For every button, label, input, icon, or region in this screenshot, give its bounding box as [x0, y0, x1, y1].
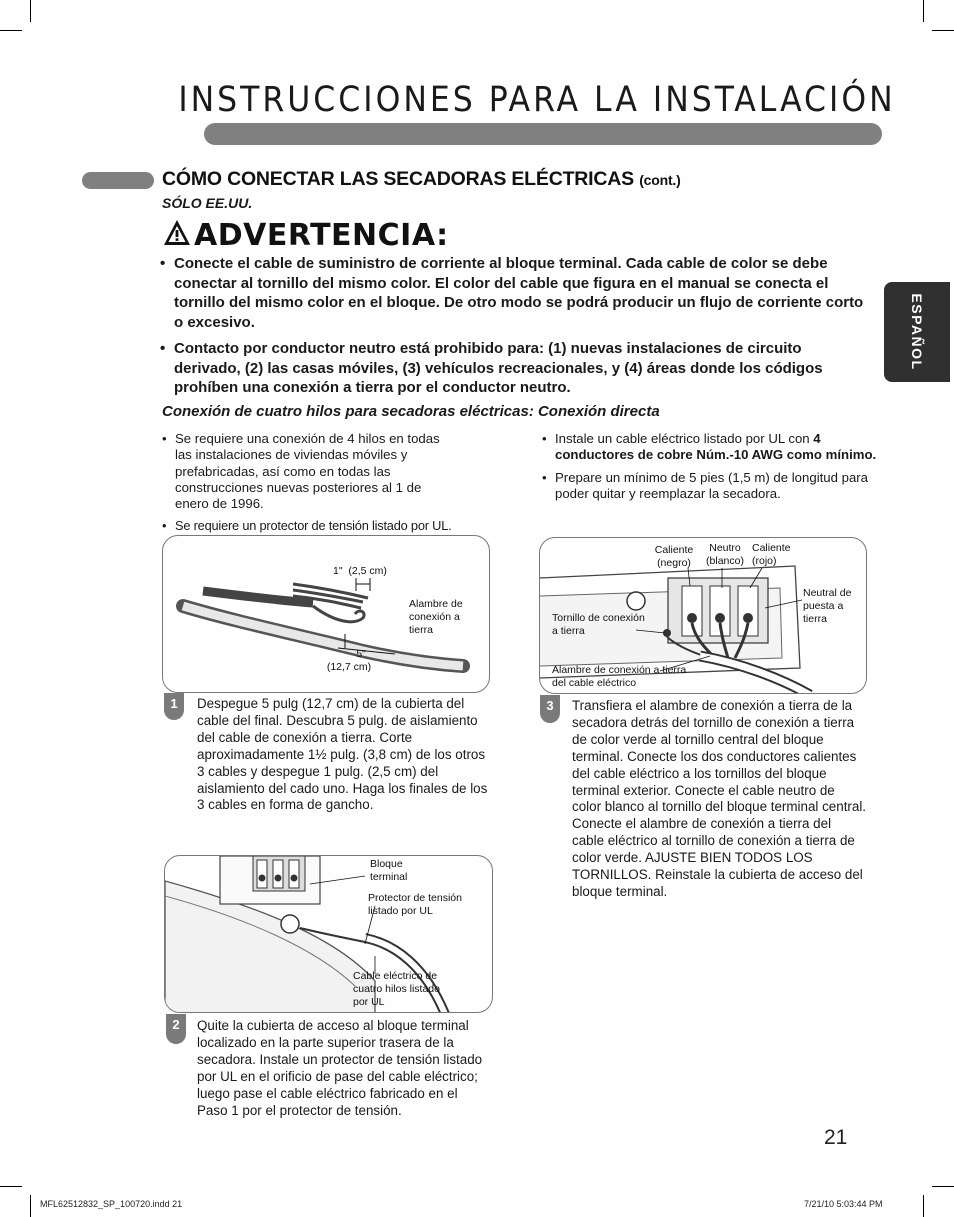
dim-5in-a: 5" [356, 648, 366, 660]
ground-neutral-label: Neutral de puesta a tierra [803, 587, 852, 625]
right-bullet [542, 431, 878, 464]
language-tab-text: ESPAÑOL [909, 293, 925, 371]
page-title: INSTRUCCIONES PARA LA INSTALACIÓN [178, 80, 896, 120]
title-bar [204, 123, 882, 145]
language-tab-label [884, 282, 950, 382]
dim-1in-a: 1" [333, 565, 343, 577]
hot-black-label: Caliente (negro) [654, 544, 694, 569]
step-2-text: Quite la cubierta de acceso al bloque terminal localizado en la parte superior trasera de la secadora. Instale un protector de tensión listado por UL en el orificio de pase del cable eléctrico; luego pase el cable eléctrico fabricado en el Paso 1 por el protector de tensión. [197, 1018, 483, 1118]
left-bullet: • Se requiere una conexión de 4 hilos en todas las instalaciones de viviendas móviles y prefabricadas, así como en todas las construcciones nuevas posteriores al 1 de enero de 1996. [162, 431, 492, 512]
figure-cable-prep [162, 535, 490, 693]
step-1-fraction: ½ [315, 746, 327, 762]
warning-title: ADVERTENCIA: [194, 218, 449, 253]
step-2-badge: 2 [166, 1014, 186, 1044]
crop-mark [0, 30, 22, 31]
strain-relief-label: Protector de tensión listado por UL [368, 892, 462, 917]
crop-mark [923, 1195, 924, 1217]
section-title-cont: (cont.) [639, 172, 681, 188]
warning-item: • Contacto por conductor neutro está prohibido para: (1) nuevas instalaciones de circuito derivado, (2) las casas móviles, (3) vehículos recreacionales, y (4) áreas donde los códigos prohíben una conexión a tierra por el conductor neutro. [160, 339, 870, 398]
crop-mark [30, 0, 31, 22]
crop-mark [932, 30, 954, 31]
page-number: 21 [824, 1126, 848, 1149]
crop-mark [30, 1195, 31, 1217]
figure-terminal-access [164, 855, 493, 1013]
dim-1in-b: (2,5 cm) [348, 565, 387, 577]
terminal-block-label: Bloque terminal [370, 858, 408, 883]
footer-timestamp: 7/21/10 5:03:44 PM [804, 1199, 883, 1209]
section-title-text: CÓMO CONECTAR LAS SECADORAS ELÉCTRICAS [162, 168, 634, 190]
step-1-text-b: pulg. (3,8 cm) de los otros 3 cables y despegue 1 pulg. (2,5 cm) del aislamiento del cado uno. Haga los finales de los 3 cables en forma de gancho. [197, 746, 488, 813]
ground-screw-label: Tornillo de conexión a tierra [552, 612, 645, 637]
footer-filename: MFL62512832_SP_100720.indd 21 [40, 1199, 183, 1209]
warning-list [160, 254, 870, 405]
crop-mark [923, 0, 924, 22]
dim-1in [333, 565, 387, 578]
neutral-white-label: Neutro (blanco) [706, 542, 744, 567]
step-1-text-a: Despegue 5 pulg (12,7 cm) de la cubierta del cable del final. Descubra 5 pulg. de aislamiento del cable de conexión a tierra. Corte aproximadamente 1 [197, 696, 478, 762]
warning-heading [162, 218, 449, 253]
left-bullet: • Se requiere un protector de tensión listado por UL. [162, 518, 492, 534]
section-marker [82, 172, 154, 189]
warning-item: • Conecte el cable de suministro de corriente al bloque terminal. Cada cable de color se debe conectar al tornillo del mismo color. El color del cable que figura en el manual se conecta el tornillo del mismo color en el bloque. De otro modo se podrá producir un flujo de corriente corto o excesivo. [160, 254, 870, 332]
cable-label: Cable eléctrico de cuatro hilos listado por UL [353, 970, 440, 1008]
subheading-rest: : Conexión directa [528, 403, 660, 420]
right-bullet-text: Instale un cable eléctrico listado por UL con [555, 431, 814, 446]
hot-red-label: Caliente (rojo) [752, 542, 791, 567]
step-1-text [197, 696, 489, 814]
dim-5in [319, 648, 379, 674]
ground-wire-label: Alambre de conexión a tierra [409, 598, 463, 636]
right-bullet: • Prepare un mínimo de 5 pies (1,5 m) de longitud para poder quitar y reemplazar la secadora. [542, 470, 878, 503]
left-bullet-list [162, 431, 492, 541]
figure-terminal-wiring [539, 537, 867, 694]
section-subtitle: SÓLO EE.UU. [162, 195, 253, 211]
crop-mark [932, 1186, 954, 1187]
step-3-text: Transfiera el alambre de conexión a tierra de la secadora detrás del tornillo de conexión a tierra de color verde al tornillo central del bloque terminal. Conecte los dos conductores calientes del cable eléctrico a los tornillos del bloque terminal exterior. Conecte el cable neutro de color blanco al tornillo del bloque terminal central. Conecte el alambre de conexión a tierra del cable eléctrico al tornillo de conexión a tierra de color verde. AJUSTE BIEN TODOS LOS TORNILLOS. Reinstale la cubierta de acceso del bloque terminal. [572, 698, 867, 899]
warning-icon [162, 218, 192, 253]
step-1-badge: 1 [164, 693, 184, 720]
right-bullet-list [542, 431, 878, 508]
step-3-badge: 3 [540, 695, 560, 723]
subheading [162, 403, 660, 420]
crop-mark [0, 1186, 22, 1187]
section-title [162, 168, 681, 191]
subheading-main: Conexión de cuatro hilos para secadoras eléctricas [162, 403, 529, 420]
dim-5in-b: (12,7 cm) [326, 661, 372, 673]
cable-ground-label: Alambre de conexión a tierra del cable eléctrico [552, 664, 687, 689]
right-bullet-bold: 4 conductores de cobre Núm.-10 AWG como mínimo. [555, 431, 877, 463]
